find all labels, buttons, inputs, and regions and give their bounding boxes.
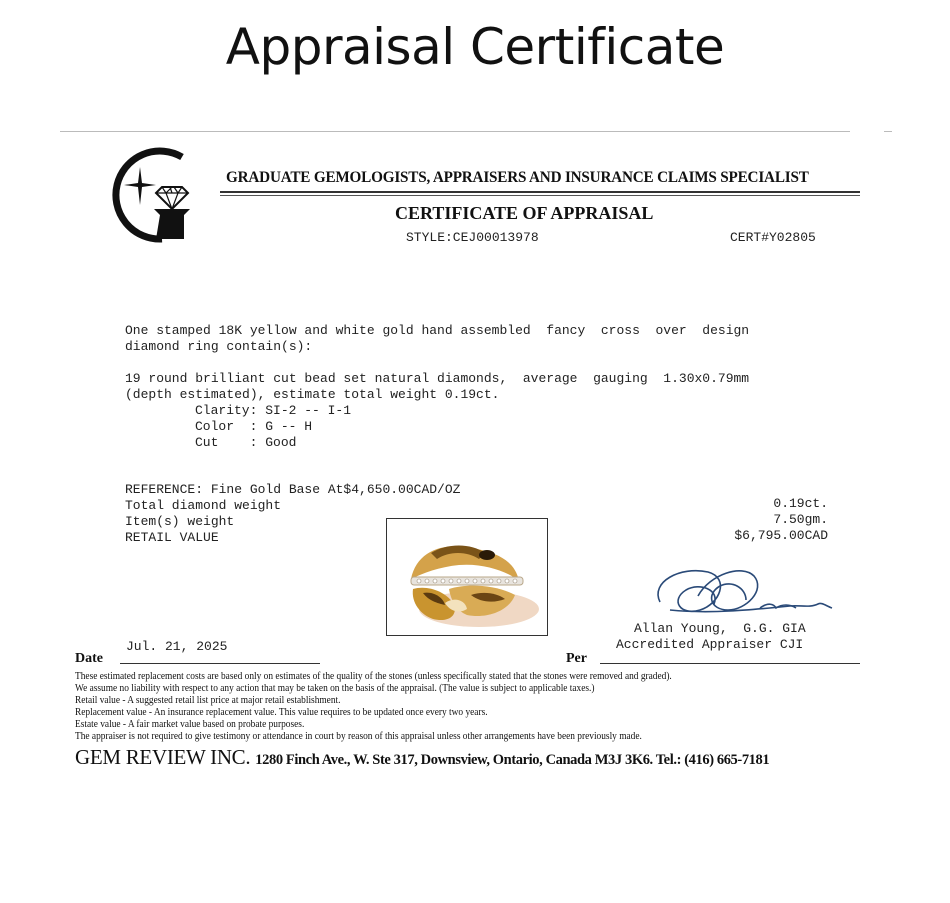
company-name: GEM REVIEW INC. bbox=[75, 745, 251, 769]
page-title: Appraisal Certificate bbox=[225, 18, 725, 76]
company-footer bbox=[75, 745, 769, 770]
disclaimer-line: These estimated replacement costs are based only on estimates of the quality of the stones (unless specifically stated that the stones were removed and graded). bbox=[75, 671, 672, 682]
gem-logo-icon bbox=[104, 143, 204, 243]
retail-value-amount: $6,795.00CAD bbox=[734, 528, 828, 543]
appraiser-name: Allan Young, G.G. GIA bbox=[634, 621, 806, 636]
appraiser-title: Accredited Appraiser CJI bbox=[616, 637, 804, 652]
description-line-4: (depth estimated), estimate total weight 0.19ct. bbox=[125, 387, 500, 402]
header-rule bbox=[220, 191, 860, 193]
signature-scribble bbox=[650, 560, 840, 622]
per-underline bbox=[600, 663, 860, 664]
disclaimer-line: We assume no liability with respect to any action that may be taken on the basis of the appraisal. (The value is subject to applicable taxes.) bbox=[75, 683, 595, 694]
total-diamond-weight-label: Total diamond weight bbox=[125, 498, 282, 513]
color-grade: Color : G -- H bbox=[195, 419, 313, 434]
description-line-3: 19 round brilliant cut bead set natural diamonds, average gauging 1.30x0.79mm bbox=[125, 371, 750, 386]
total-diamond-weight-value: 0.19ct. bbox=[773, 496, 828, 511]
item-weight-value: 7.50gm. bbox=[773, 512, 828, 527]
disclaimer-line: The appraiser is not required to give testimony or attendance in court by reason of this appraisal unless other arrangements have been previously made. bbox=[75, 731, 642, 742]
clarity-grade: Clarity: SI-2 -- I-1 bbox=[195, 403, 352, 418]
ring-photo bbox=[386, 518, 548, 636]
description-line-2: diamond ring contain(s): bbox=[125, 339, 313, 354]
item-weight-label: Item(s) weight bbox=[125, 514, 235, 529]
style-number: STYLE:CEJ00013978 bbox=[406, 230, 539, 245]
date-label: Date bbox=[75, 651, 103, 666]
company-address: 1280 Finch Ave., W. Ste 317, Downsview, Ontario, Canada M3J 3K6. Tel.: (416) 665-7181 bbox=[255, 752, 770, 768]
description-line-1: One stamped 18K yellow and white gold hand assembled fancy cross over design bbox=[125, 323, 750, 338]
cert-number: CERT#Y02805 bbox=[730, 230, 816, 245]
per-label: Per bbox=[566, 651, 587, 666]
gold-reference: REFERENCE: Fine Gold Base At$4,650.00CAD/OZ bbox=[125, 482, 461, 497]
organization-name: GRADUATE GEMOLOGISTS, APPRAISERS AND INSURANCE CLAIMS SPECIALIST bbox=[226, 169, 809, 186]
divider-tick bbox=[884, 131, 892, 132]
certificate-title: CERTIFICATE OF APPRAISAL bbox=[395, 203, 654, 223]
cut-grade: Cut : Good bbox=[195, 435, 297, 450]
divider bbox=[60, 131, 850, 132]
date-underline bbox=[120, 663, 320, 664]
disclaimer-line: Retail value - A suggested retail list price at major retail establishment. bbox=[75, 695, 341, 706]
appraisal-date: Jul. 21, 2025 bbox=[126, 639, 228, 654]
header-rule-thin bbox=[220, 195, 860, 196]
disclaimer-line: Estate value - A fair market value based on probate purposes. bbox=[75, 719, 305, 730]
disclaimer-line: Replacement value - An insurance replacement value. This value requires to be updated once every two years. bbox=[75, 707, 488, 718]
retail-value-label: RETAIL VALUE bbox=[125, 530, 219, 545]
